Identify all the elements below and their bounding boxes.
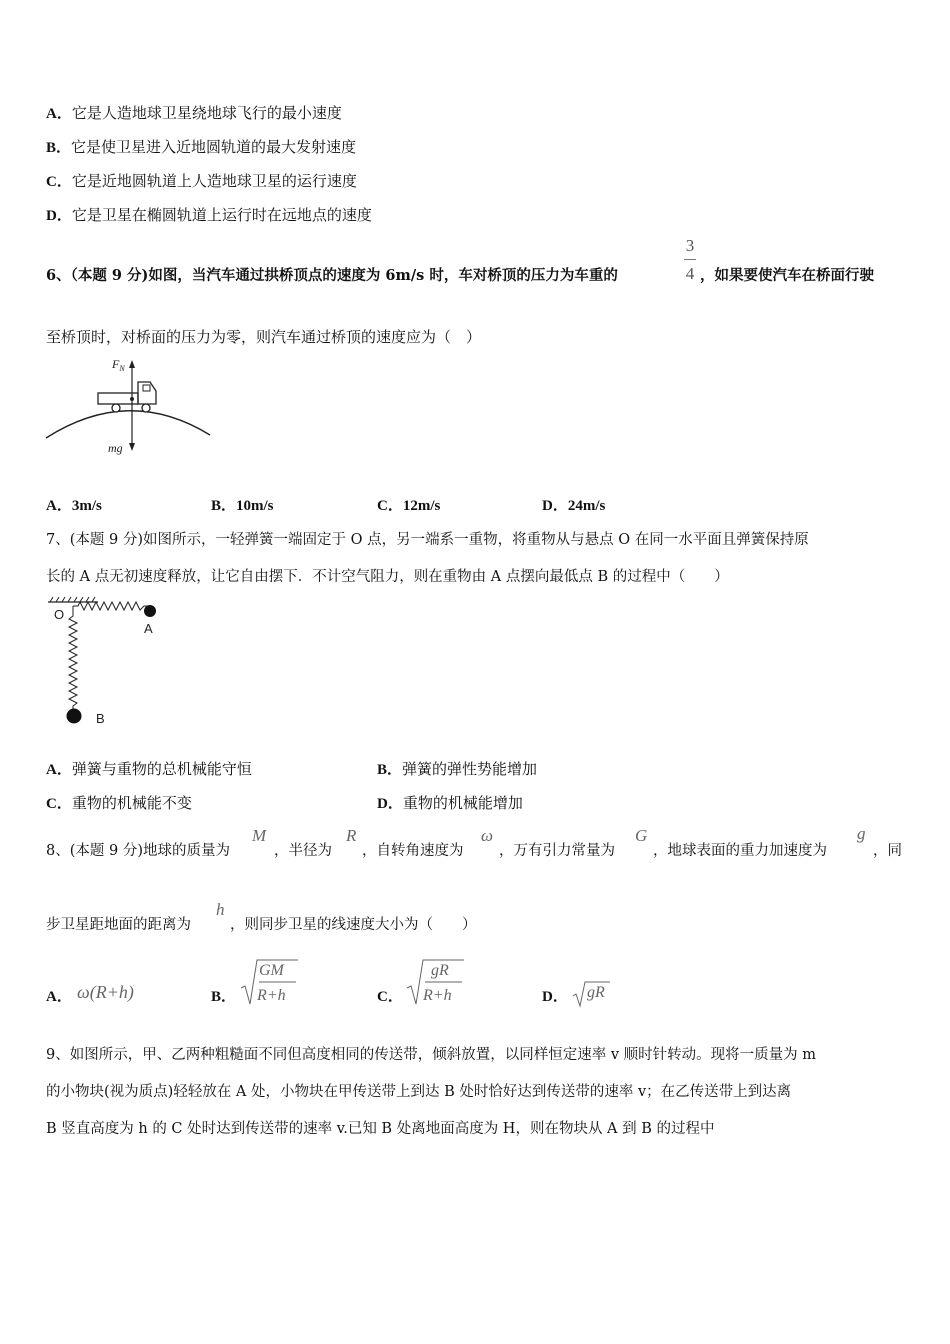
option-text: 12m/s: [402, 498, 441, 514]
q8-p6: ，同: [873, 843, 902, 859]
option-text: 它是人造地球卫星绕地球飞行的最小速度: [71, 104, 342, 122]
option-text: 它是使卫星进入近地圆轨道的最大发射速度: [71, 138, 357, 156]
option-letter: A．: [46, 762, 72, 778]
q6-option-d: [542, 494, 605, 515]
option-letter: C．: [46, 174, 72, 190]
q8-option-a-expr: ω(R+h): [77, 982, 134, 1002]
q8-var-g-const: G: [635, 826, 648, 845]
q8-p5: ，地球表面的重力加速度为: [653, 843, 827, 859]
option-text: 它是卫星在椭圆轨道上运行时在远地点的速度: [71, 206, 372, 224]
q8-option-b-letter: B．: [211, 989, 237, 1005]
q9-line3: B 竖直高度为 h 的 C 处时达到传送带的速率 v.已知 B 处离地面高度为 H，则在物块从 A 到 B 的过程中: [46, 1121, 715, 1137]
option-text: 弹簧的弹性势能增加: [402, 760, 538, 778]
spring-pendulum-figure: [44, 594, 174, 730]
q8-var-g: g: [857, 824, 866, 843]
q6-line1-pre: 6、（本题 9 分)如图，当汽车通过拱桥顶点的速度为 6m/s 时，车对桥顶的压力为车重的: [46, 267, 618, 284]
option-letter: A．: [46, 498, 72, 514]
q8-option-c-num: gR: [431, 962, 449, 979]
option-text: 10m/s: [236, 498, 274, 514]
q8-p3: ，自转角速度为: [362, 843, 464, 859]
option-text: 3m/s: [71, 498, 102, 514]
q8-option-a-letter: A．: [46, 989, 72, 1005]
q5-option-d: [46, 204, 372, 225]
q8-var-omega: ω: [481, 826, 494, 845]
fn-main: F: [112, 357, 120, 371]
q8-line2-pre: 步卫星距地面的距离为: [46, 917, 191, 933]
q8-p4: ，万有引力常量为: [499, 843, 615, 859]
option-letter: C．: [377, 498, 403, 514]
option-letter: C．: [46, 796, 72, 812]
q6-frac-bar: [684, 259, 696, 260]
option-letter: B．: [211, 498, 237, 514]
q8-option-b-num: GM: [259, 962, 284, 979]
a-label: A: [144, 621, 153, 636]
q5-option-c: [46, 170, 357, 191]
q7-line1: 7、(本题 9 分)如图所示，一轻弹簧一端固定于 O 点，另一端系一重物，将重物从与悬点 O 在同一水平面且弹簧保持原: [46, 532, 809, 548]
q8-var-m: M: [252, 826, 267, 845]
option-letter: A．: [46, 106, 72, 122]
option-text: 重物的机械能不变: [71, 794, 192, 812]
q7-line2: 长的 A 点无初速度释放，让它自由摆下．不计空气阻力，则在重物由 A 点摆向最低点 B 的过程中（ ）: [46, 569, 729, 585]
q8-var-h: h: [216, 900, 225, 919]
q8-line2-post: ，则同步卫星的线速度大小为（ ）: [230, 917, 477, 933]
q6-line1-post: ，如果要使汽车在桥面行驶: [700, 267, 874, 284]
q9-line1: 9、如图所示，甲、乙两种粗糙面不同但高度相同的传送带，倾斜放置，以同样恒定速率 v 顺时针转动。现将一质量为 m: [46, 1047, 816, 1063]
q6-frac-num: 3: [685, 236, 695, 255]
q8-option-c-letter: C．: [377, 989, 403, 1005]
option-text: 它是近地圆轨道上人造地球卫星的运行速度: [71, 172, 357, 190]
option-letter: D．: [377, 796, 403, 812]
q5-option-a: [46, 102, 342, 123]
q8-option-d-expr: gR: [587, 984, 605, 1001]
car-bridge-figure: [46, 355, 212, 455]
q6-frac-den: 4: [685, 264, 695, 283]
option-letter: D．: [542, 498, 568, 514]
q6-option-b: [211, 494, 274, 515]
q8-option-c-den: R+h: [423, 987, 452, 1004]
o-label: O: [54, 607, 65, 622]
q8-var-r: R: [346, 826, 357, 845]
q7-option-a: [46, 758, 252, 779]
mg-label: mg: [108, 441, 123, 455]
option-text: 弹簧与重物的总机械能守恒: [71, 760, 252, 778]
q6-option-a: [46, 494, 102, 515]
fn-sub: N: [119, 364, 125, 373]
option-letter: D．: [46, 208, 72, 224]
option-letter: B．: [46, 140, 72, 156]
q9-line2: 的小物块(视为质点)轻轻放在 A 处，小物块在甲传送带上到达 B 处时恰好达到传送带的速率 v；在乙传送带上到达离: [46, 1084, 792, 1100]
fn-label: [111, 357, 125, 373]
q8-p1: 8、(本题 9 分)地球的质量为: [46, 843, 230, 859]
q7-option-d: [377, 792, 523, 813]
option-text: 重物的机械能增加: [402, 794, 523, 812]
q5-option-b: [46, 136, 356, 157]
q8-option-b-den: R+h: [257, 987, 286, 1004]
q6-option-c: [377, 494, 440, 515]
q6-line2: 至桥顶时，对桥面的压力为零，则汽车通过桥顶的速度应为（ ）: [46, 328, 482, 346]
b-label: B: [96, 711, 105, 726]
q7-option-b: [377, 758, 537, 779]
option-letter: B．: [377, 762, 403, 778]
q8-p2: ，半径为: [274, 843, 332, 859]
option-text: 24m/s: [567, 498, 606, 514]
q7-option-c: [46, 792, 192, 813]
q8-option-d-letter: D．: [542, 989, 568, 1005]
